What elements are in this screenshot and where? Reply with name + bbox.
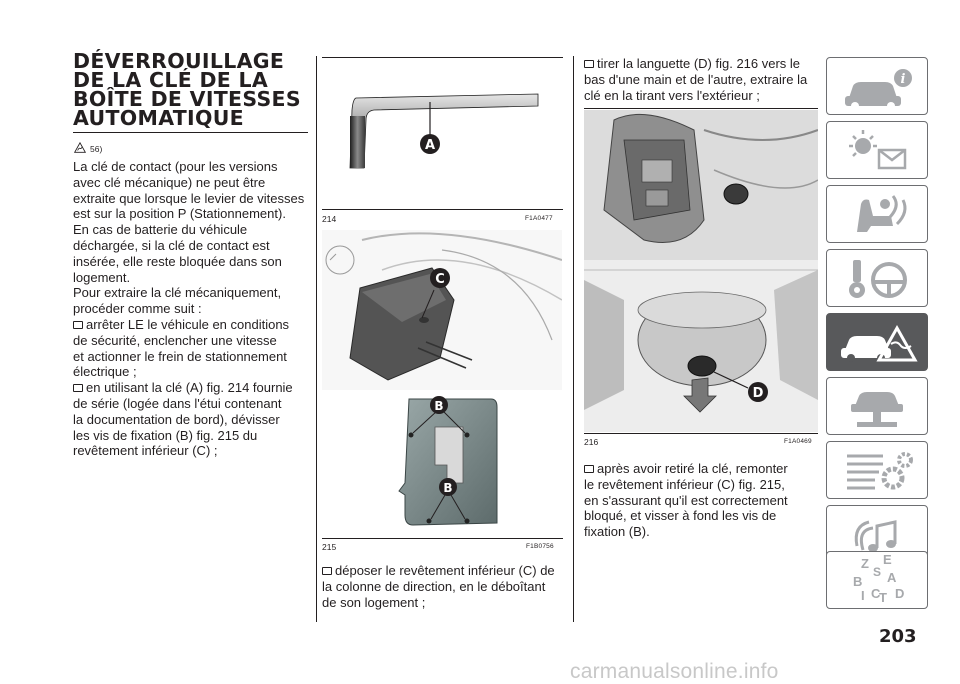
callout-label: B bbox=[434, 399, 444, 413]
warning-triangle-icon bbox=[74, 142, 86, 153]
index-letter: S bbox=[873, 565, 882, 579]
key-steering-wheel-icon bbox=[827, 250, 929, 308]
text-line: la colonne de direction, en le déboîtant bbox=[322, 578, 546, 594]
text-line: extraite que lorsque le levier de vitesses bbox=[73, 190, 305, 206]
index-letter: T bbox=[879, 590, 887, 605]
warning-lights-message-icon bbox=[827, 122, 929, 180]
title-line: DÉVERROUILLAGE bbox=[73, 49, 285, 73]
index-letter: C bbox=[871, 586, 881, 601]
figure-top-rule bbox=[584, 108, 818, 109]
text-line: En cas de batterie du véhicule bbox=[73, 222, 248, 238]
figure-code: F1A0477 bbox=[525, 215, 553, 222]
text-line: le revêtement inférieur (C) fig. 215, bbox=[584, 476, 785, 492]
warning-reference: 56) bbox=[90, 144, 103, 154]
index-letter: Z bbox=[861, 556, 869, 571]
alphabet-index-icon bbox=[827, 552, 929, 610]
car-info-icon bbox=[827, 58, 929, 116]
column-divider bbox=[316, 56, 317, 622]
title-underline bbox=[73, 132, 308, 133]
chapter-tab-specs[interactable] bbox=[826, 441, 928, 499]
seat-airbag-icon bbox=[827, 186, 929, 244]
index-letter: B bbox=[853, 574, 863, 589]
bullet-item: arrêter LE le véhicule en conditions bbox=[73, 317, 313, 333]
index-letter: I bbox=[861, 588, 865, 603]
index-letter: D bbox=[895, 586, 905, 601]
text-line: de sécurité, enclencher une vitesse bbox=[73, 332, 277, 348]
bullet-box-icon bbox=[322, 567, 332, 575]
text-line: procéder comme suit : bbox=[73, 301, 202, 317]
text-line: en s'assurant qu'il est correctement bbox=[584, 492, 788, 508]
specs-list-gear-icon bbox=[827, 442, 929, 500]
chapter-tab-safety[interactable] bbox=[826, 185, 928, 243]
car-emergency-triangle-icon bbox=[827, 314, 929, 372]
text-line: bloqué, et visser à fond les vis de bbox=[584, 508, 777, 524]
figure-215-cover-screws bbox=[395, 395, 505, 530]
callout-label: D bbox=[752, 386, 764, 401]
text-line: de série (logée dans l'étui contenant bbox=[73, 395, 282, 411]
figure-code: F1B0756 bbox=[526, 543, 554, 550]
chapter-tab-index[interactable] bbox=[826, 551, 928, 609]
bullet-box-icon bbox=[584, 465, 594, 473]
bullet-box-icon bbox=[73, 321, 83, 329]
figure-215-steering-cover bbox=[322, 230, 562, 390]
figure-caption-rule bbox=[322, 209, 563, 210]
text-line: logement. bbox=[73, 269, 131, 285]
text-line: la documentation de bord), dévisser bbox=[73, 411, 280, 427]
text-line: avec clé mécanique) ne peut être bbox=[73, 174, 266, 190]
chapter-tab-emergency[interactable] bbox=[826, 313, 928, 371]
column3-text-top bbox=[584, 56, 824, 103]
chapter-tab-maintenance[interactable] bbox=[826, 377, 928, 435]
bullet-box-icon bbox=[584, 60, 594, 68]
car-lift-service-icon bbox=[827, 378, 929, 436]
text-line: fixation (B). bbox=[584, 524, 650, 540]
text-line: les vis de fixation (B) fig. 215 du bbox=[73, 427, 258, 443]
callout-label: A bbox=[424, 138, 436, 153]
bullet-item: tirer la languette (D) fig. 216 vers le bbox=[584, 56, 824, 72]
chapter-tab-warning-lights[interactable] bbox=[826, 121, 928, 179]
text-line: et actionner le frein de stationnement bbox=[73, 348, 287, 364]
figure-top-rule bbox=[322, 57, 563, 58]
page-number: 203 bbox=[879, 626, 917, 647]
figure-caption-rule bbox=[322, 538, 563, 539]
watermark: carmanualsonline.info bbox=[570, 660, 779, 683]
column1-text bbox=[73, 159, 313, 459]
column3-text-bottom bbox=[584, 461, 824, 540]
text-line: bas d'une main et de l'autre, extraire la bbox=[584, 71, 808, 87]
title-line: DE LA CLÉ DE LA bbox=[73, 68, 269, 92]
text-line: est sur la position P (Stationnement). bbox=[73, 206, 286, 222]
figure-caption-rule bbox=[584, 433, 818, 434]
chapter-tab-car-info[interactable] bbox=[826, 57, 928, 115]
chapter-tab-starting-driving[interactable] bbox=[826, 249, 928, 307]
text-line: insérée, elle reste bloquée dans son bbox=[73, 253, 282, 269]
bullet-box-icon bbox=[73, 384, 83, 392]
bullet-item: en utilisant la clé (A) fig. 214 fournie bbox=[73, 380, 313, 396]
text-line: électrique ; bbox=[73, 364, 137, 380]
index-letter: A bbox=[887, 570, 897, 585]
callout-label: B bbox=[443, 481, 453, 495]
figure-number: 215 bbox=[322, 542, 337, 552]
figure-number: 214 bbox=[322, 214, 337, 224]
column2-text bbox=[322, 563, 567, 610]
text-line: La clé de contact (pour les versions bbox=[73, 159, 278, 174]
text-line: clé en la tirant vers l'extérieur ; bbox=[584, 87, 760, 103]
callout-label: C bbox=[435, 272, 445, 287]
figure-code: F1A0469 bbox=[784, 438, 812, 445]
section-title bbox=[73, 49, 308, 130]
text-line: Pour extraire la clé mécaniquement, bbox=[73, 285, 282, 301]
column-divider bbox=[573, 56, 574, 622]
text-line: déchargée, si la clé de contact est bbox=[73, 237, 270, 253]
text-line: de son logement ; bbox=[322, 594, 426, 610]
figure-214-hex-key bbox=[322, 60, 562, 210]
bullet-item: après avoir retiré la clé, remonter bbox=[584, 461, 824, 477]
title-line: BOÎTE DE VITESSES bbox=[73, 87, 301, 111]
index-letter: E bbox=[883, 552, 892, 567]
text-line: revêtement inférieur (C) ; bbox=[73, 443, 218, 459]
bullet-item: déposer le revêtement inférieur (C) de bbox=[322, 563, 567, 579]
svg-text:i: i bbox=[900, 72, 906, 87]
figure-216-key-mechanism bbox=[584, 110, 818, 432]
figure-number: 216 bbox=[584, 437, 599, 447]
title-line: AUTOMATIQUE bbox=[73, 106, 244, 130]
